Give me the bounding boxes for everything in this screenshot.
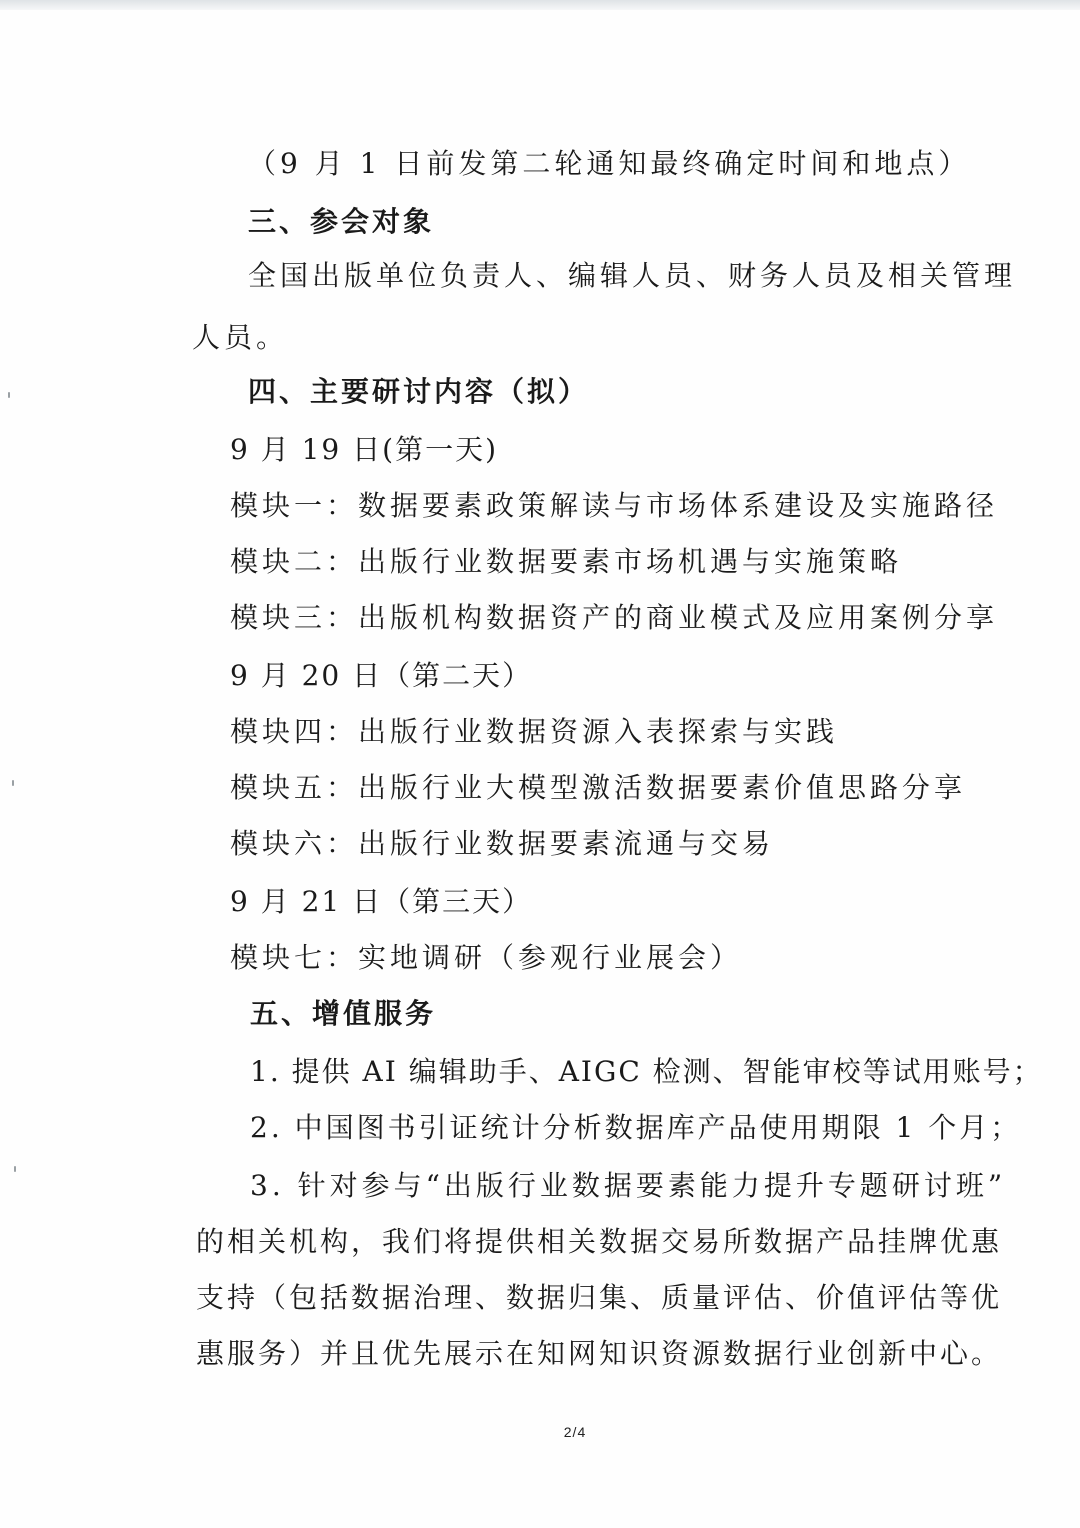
module-three: 模块三：出版机构数据资产的商业模式及应用案例分享 (230, 601, 999, 634)
module-seven: 模块七：实地调研（参观行业展会） (230, 941, 743, 974)
schedule-note: （9 月 1 日前发第二轮通知最终确定时间和地点） (248, 147, 971, 180)
module-two: 模块二：出版行业数据要素市场机遇与实施策略 (230, 545, 903, 578)
day-three-date: 9 月 21 日（第三天） (230, 885, 533, 918)
service-item-3-cont-2: 支持（包括数据治理、数据归集、质量评估、价值评估等优 (196, 1281, 1003, 1314)
section-heading-content: 四、主要研讨内容（拟） (248, 375, 590, 408)
module-four: 模块四：出版行业数据资源入表探索与实践 (230, 715, 839, 748)
scan-speck (14, 1166, 16, 1172)
scan-speck (8, 392, 10, 398)
module-one: 模块一：数据要素政策解读与市场体系建设及实施路径 (230, 489, 999, 522)
module-six: 模块六：出版行业数据要素流通与交易 (230, 827, 775, 860)
service-item-1: 1. 提供 AI 编辑助手、AIGC 检测、智能审校等试用账号； (250, 1055, 1043, 1088)
day-one-date: 9 月 19 日(第一天) (230, 433, 498, 466)
service-item-2: 2. 中国图书引证统计分析数据库产品使用期限 1 个月； (250, 1111, 1022, 1144)
service-item-3-cont-1: 的相关机构，我们将提供相关数据交易所数据产品挂牌优惠 (196, 1225, 1003, 1258)
module-five: 模块五：出版行业大模型激活数据要素价值思路分享 (230, 771, 967, 804)
scan-top-edge (0, 0, 1080, 10)
page-number: 2/4 (563, 1424, 587, 1440)
participants-text-cont: 人员。 (192, 321, 289, 354)
scan-speck (12, 780, 14, 786)
service-item-3: 3. 针对参与“出版行业数据要素能力提升专题研讨班” (250, 1169, 1007, 1202)
day-two-date: 9 月 20 日（第二天） (230, 659, 533, 692)
section-heading-participants: 三、参会对象 (248, 205, 435, 238)
service-item-3-cont-3: 惠服务）并且优先展示在知网知识资源数据行业创新中心。 (196, 1337, 1003, 1370)
section-heading-services: 五、增值服务 (250, 997, 437, 1030)
participants-text: 全国出版单位负责人、编辑人员、财务人员及相关管理 (248, 259, 1017, 292)
